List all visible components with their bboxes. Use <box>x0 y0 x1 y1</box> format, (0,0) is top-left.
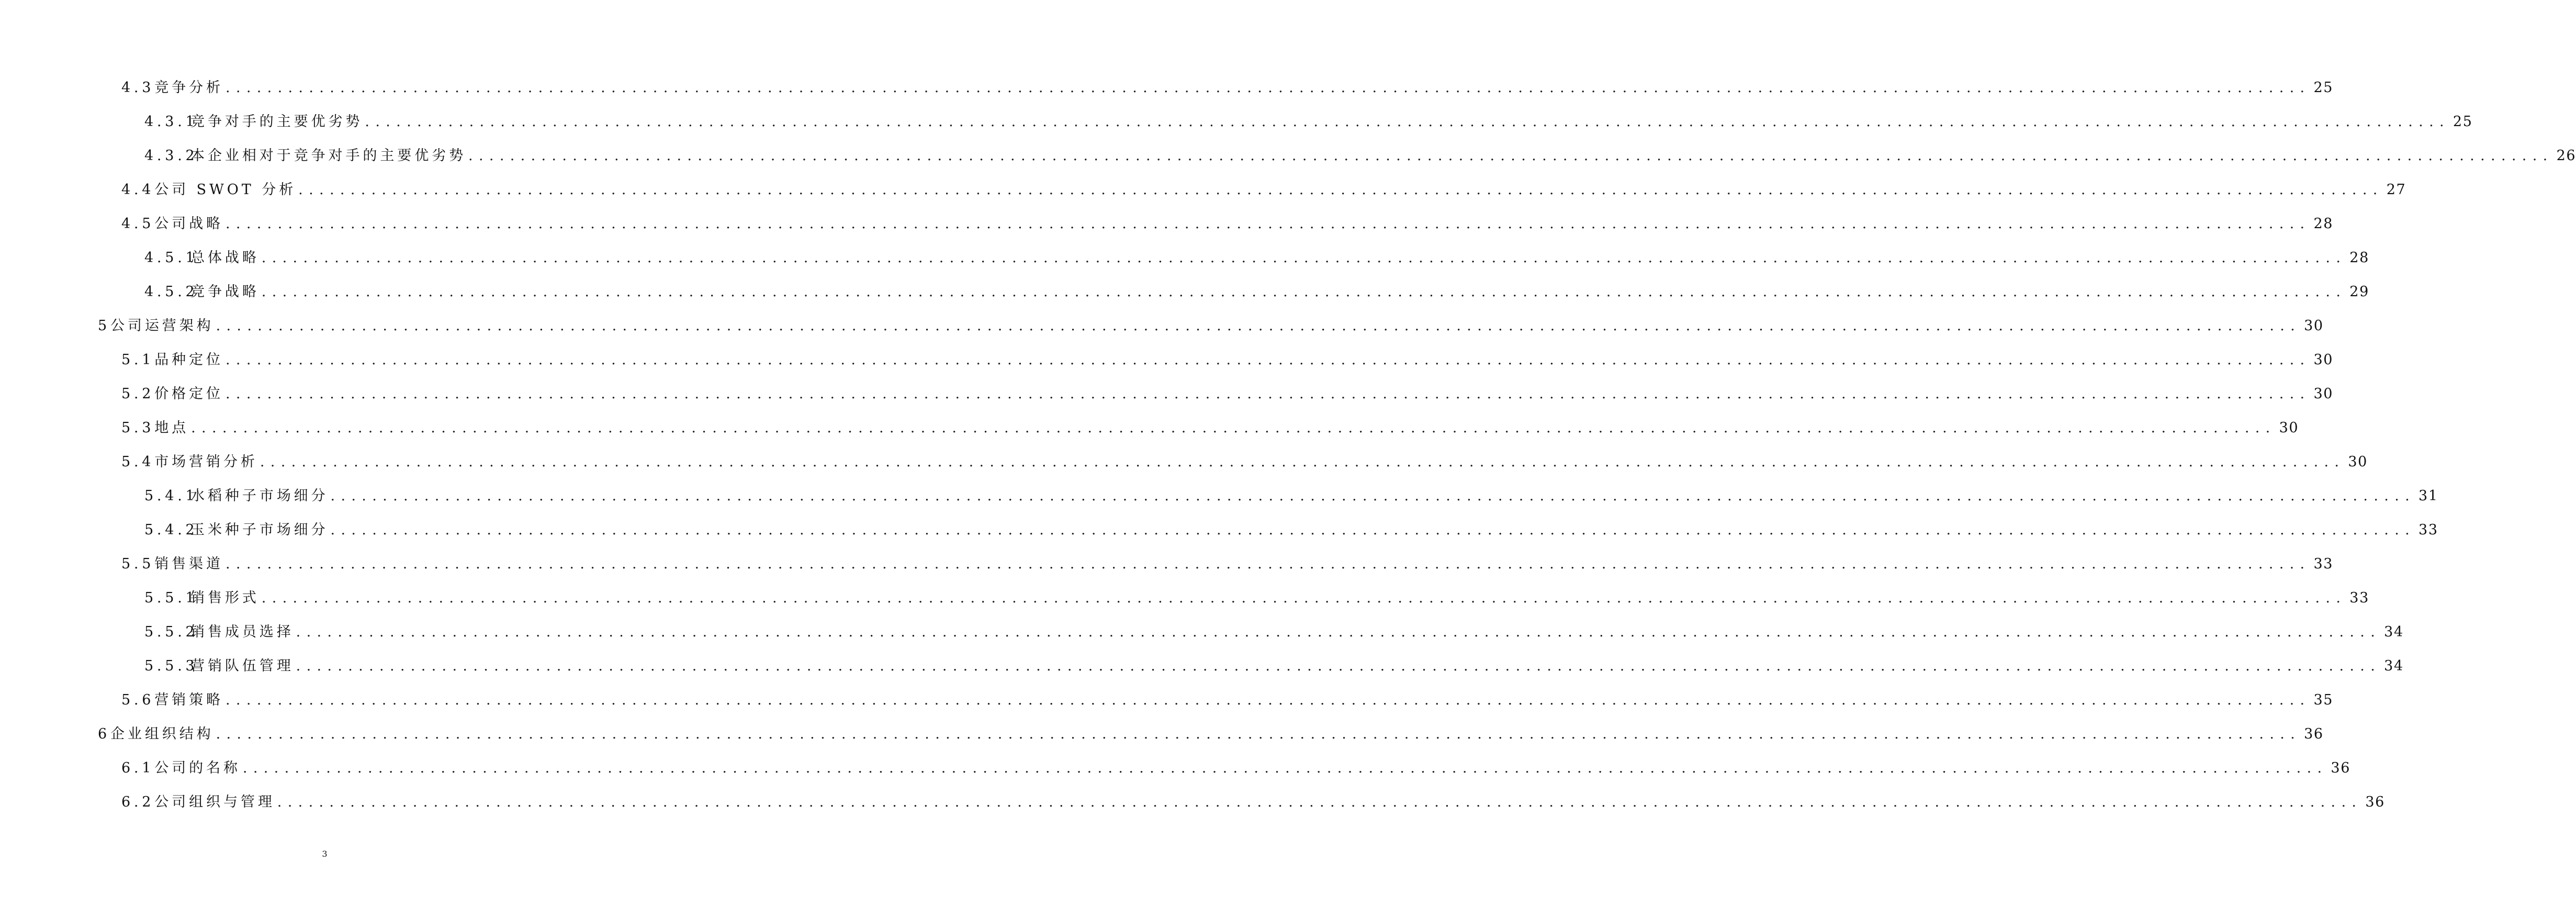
toc-entry-title: 本企业相对于竞争对手的主要优劣势 <box>190 148 467 164</box>
toc-dot-leader: ........................................................................................................................................................................................................ <box>191 420 2276 436</box>
toc-entry[interactable] <box>0 522 2438 556</box>
toc-dot-leader: ........................................................................................................................................................................................................ <box>225 692 2311 708</box>
toc-dot-leader: ........................................................................................................................................................................................................ <box>225 556 2311 572</box>
toc-entry-number: 5.1 <box>121 352 155 368</box>
toc-dot-leader: ........................................................................................................................................................................................................ <box>261 284 2347 300</box>
toc-entry-title: 总体战略 <box>190 250 260 266</box>
toc-dot-leader: ........................................................................................................................................................................................................ <box>216 318 2301 334</box>
toc-entry-number: 5.4 <box>121 454 155 470</box>
toc-entry-title: 公司运营架构 <box>110 318 214 334</box>
toc-entry-page: 36 <box>2304 726 2324 742</box>
toc-entry[interactable] <box>0 624 2404 658</box>
toc-entry-title: 销售渠道 <box>154 556 223 572</box>
toc-entry-title: 水稻种子市场细分 <box>190 488 329 504</box>
toc-entry-page: 25 <box>2453 114 2473 130</box>
toc-entry-page: 34 <box>2384 624 2404 640</box>
toc-dot-leader: ........................................................................................................................................................................................................ <box>468 148 2553 164</box>
toc-dot-leader: ........................................................................................................................................................................................................ <box>260 454 2345 470</box>
toc-entry[interactable] <box>0 386 2334 420</box>
toc-dot-leader: ........................................................................................................................................................................................................ <box>330 522 2416 538</box>
toc-entry[interactable] <box>0 760 2351 794</box>
toc-entry-page: 28 <box>2349 250 2369 266</box>
toc-entry-number: 5.6 <box>121 692 155 708</box>
toc-dot-leader: ........................................................................................................................................................................................................ <box>277 794 2363 810</box>
toc-entry-number: 4.3 <box>121 80 155 96</box>
toc-dot-leader: ........................................................................................................................................................................................................ <box>225 386 2311 402</box>
toc-entry[interactable] <box>0 182 2406 216</box>
toc-entry[interactable] <box>0 352 2334 386</box>
toc-dot-leader: ........................................................................................................................................................................................................ <box>225 216 2311 232</box>
toc-entry-title: 竞争分析 <box>154 80 223 96</box>
toc-entry-page: 27 <box>2386 182 2406 198</box>
toc-entry-title: 地点 <box>154 420 189 436</box>
table-of-contents <box>0 80 2576 829</box>
toc-entry-page: 29 <box>2349 284 2369 300</box>
toc-entry-page: 33 <box>2313 556 2334 572</box>
toc-entry[interactable] <box>0 420 2299 454</box>
toc-dot-leader: ........................................................................................................................................................................................................ <box>216 726 2301 742</box>
toc-entry-title: 价格定位 <box>154 386 223 402</box>
toc-entry-page: 36 <box>2331 760 2351 776</box>
toc-dot-leader: ........................................................................................................................................................................................................ <box>298 182 2383 198</box>
toc-entry[interactable] <box>0 590 2369 624</box>
toc-entry-title: 竞争对手的主要优劣势 <box>190 114 363 130</box>
toc-entry-page: 30 <box>2279 420 2299 436</box>
toc-entry-page: 33 <box>2349 590 2369 606</box>
toc-entry-title: 竞争战略 <box>190 284 260 300</box>
toc-dot-leader: ........................................................................................................................................................................................................ <box>296 658 2381 674</box>
toc-entry-title: 公司组织与管理 <box>154 794 275 810</box>
toc-entry-number: 5.2 <box>121 386 155 402</box>
toc-dot-leader: ........................................................................................................................................................................................................ <box>365 114 2450 130</box>
toc-entry[interactable] <box>0 250 2369 284</box>
toc-entry-number: 4.3.2 <box>144 148 198 164</box>
toc-entry-number: 5.5 <box>121 556 155 572</box>
toc-entry-page: 36 <box>2365 794 2385 810</box>
toc-entry-number: 5.5.3 <box>144 658 198 674</box>
toc-dot-leader: ........................................................................................................................................................................................................ <box>261 590 2347 606</box>
toc-dot-leader: ........................................................................................................................................................................................................ <box>330 488 2416 504</box>
toc-entry-number: 5.5.2 <box>144 624 198 640</box>
toc-entry[interactable] <box>0 556 2334 590</box>
toc-entry[interactable] <box>0 216 2334 250</box>
toc-entry-number: 6.2 <box>121 794 155 810</box>
toc-dot-leader: ........................................................................................................................................................................................................ <box>261 250 2347 266</box>
toc-entry[interactable] <box>0 794 2385 829</box>
toc-entry-title: 销售形式 <box>190 590 260 606</box>
toc-dot-leader: ........................................................................................................................................................................................................ <box>225 80 2311 96</box>
toc-entry-title: 品种定位 <box>154 352 223 368</box>
toc-entry-title: 销售成员选择 <box>190 624 294 640</box>
toc-entry-page: 30 <box>2313 352 2334 368</box>
toc-entry-title: 市场营销分析 <box>154 454 258 470</box>
toc-entry-page: 28 <box>2313 216 2334 232</box>
toc-entry-number: 5 <box>98 318 110 334</box>
toc-entry-page: 30 <box>2304 318 2324 334</box>
toc-entry-number: 5.3 <box>121 420 155 436</box>
toc-entry[interactable] <box>0 284 2369 318</box>
toc-entry-number: 5.4.1 <box>144 488 198 504</box>
toc-entry-page: 33 <box>2418 522 2438 538</box>
toc-entry-title: 玉米种子市场细分 <box>190 522 329 538</box>
toc-entry-page: 25 <box>2313 80 2334 96</box>
toc-dot-leader: ........................................................................................................................................................................................................ <box>225 352 2311 368</box>
toc-dot-leader: ........................................................................................................................................................................................................ <box>296 624 2381 640</box>
toc-entry[interactable] <box>0 80 2334 114</box>
toc-entry-title: 公司战略 <box>154 216 223 232</box>
toc-entry[interactable] <box>0 454 2368 488</box>
toc-entry[interactable] <box>0 488 2438 522</box>
toc-dot-leader: ........................................................................................................................................................................................................ <box>242 760 2328 776</box>
toc-entry-number: 4.3.1 <box>144 114 198 130</box>
toc-entry[interactable] <box>0 114 2473 148</box>
toc-entry[interactable] <box>0 318 2324 352</box>
toc-entry-number: 4.5 <box>121 216 155 232</box>
toc-entry-page: 34 <box>2384 658 2404 674</box>
toc-entry-number: 4.4 <box>121 182 155 198</box>
toc-entry-page: 30 <box>2313 386 2334 402</box>
toc-entry-title: 营销策略 <box>154 692 223 708</box>
toc-entry-number: 4.5.2 <box>144 284 198 300</box>
toc-entry-page: 30 <box>2348 454 2368 470</box>
toc-entry[interactable] <box>0 692 2334 726</box>
toc-entry[interactable] <box>0 726 2324 760</box>
toc-entry-number: 5.4.2 <box>144 522 198 538</box>
toc-entry-title: 公司 SWOT 分析 <box>154 182 297 198</box>
toc-entry-title: 营销队伍管理 <box>190 658 294 674</box>
toc-entry[interactable] <box>0 148 2576 182</box>
toc-entry-number: 4.5.1 <box>144 250 198 266</box>
toc-entry-title: 企业组织结构 <box>110 726 214 742</box>
toc-entry-number: 6.1 <box>121 760 155 776</box>
toc-entry-number: 5.5.1 <box>144 590 198 606</box>
toc-entry-page: 26 <box>2556 148 2576 164</box>
toc-entry-title: 公司的名称 <box>154 760 241 776</box>
toc-entry-page: 35 <box>2313 692 2334 708</box>
toc-entry[interactable] <box>0 658 2404 692</box>
page-number: 3 <box>322 849 328 859</box>
toc-entry-page: 31 <box>2418 488 2438 504</box>
toc-entry-number: 6 <box>98 726 110 742</box>
